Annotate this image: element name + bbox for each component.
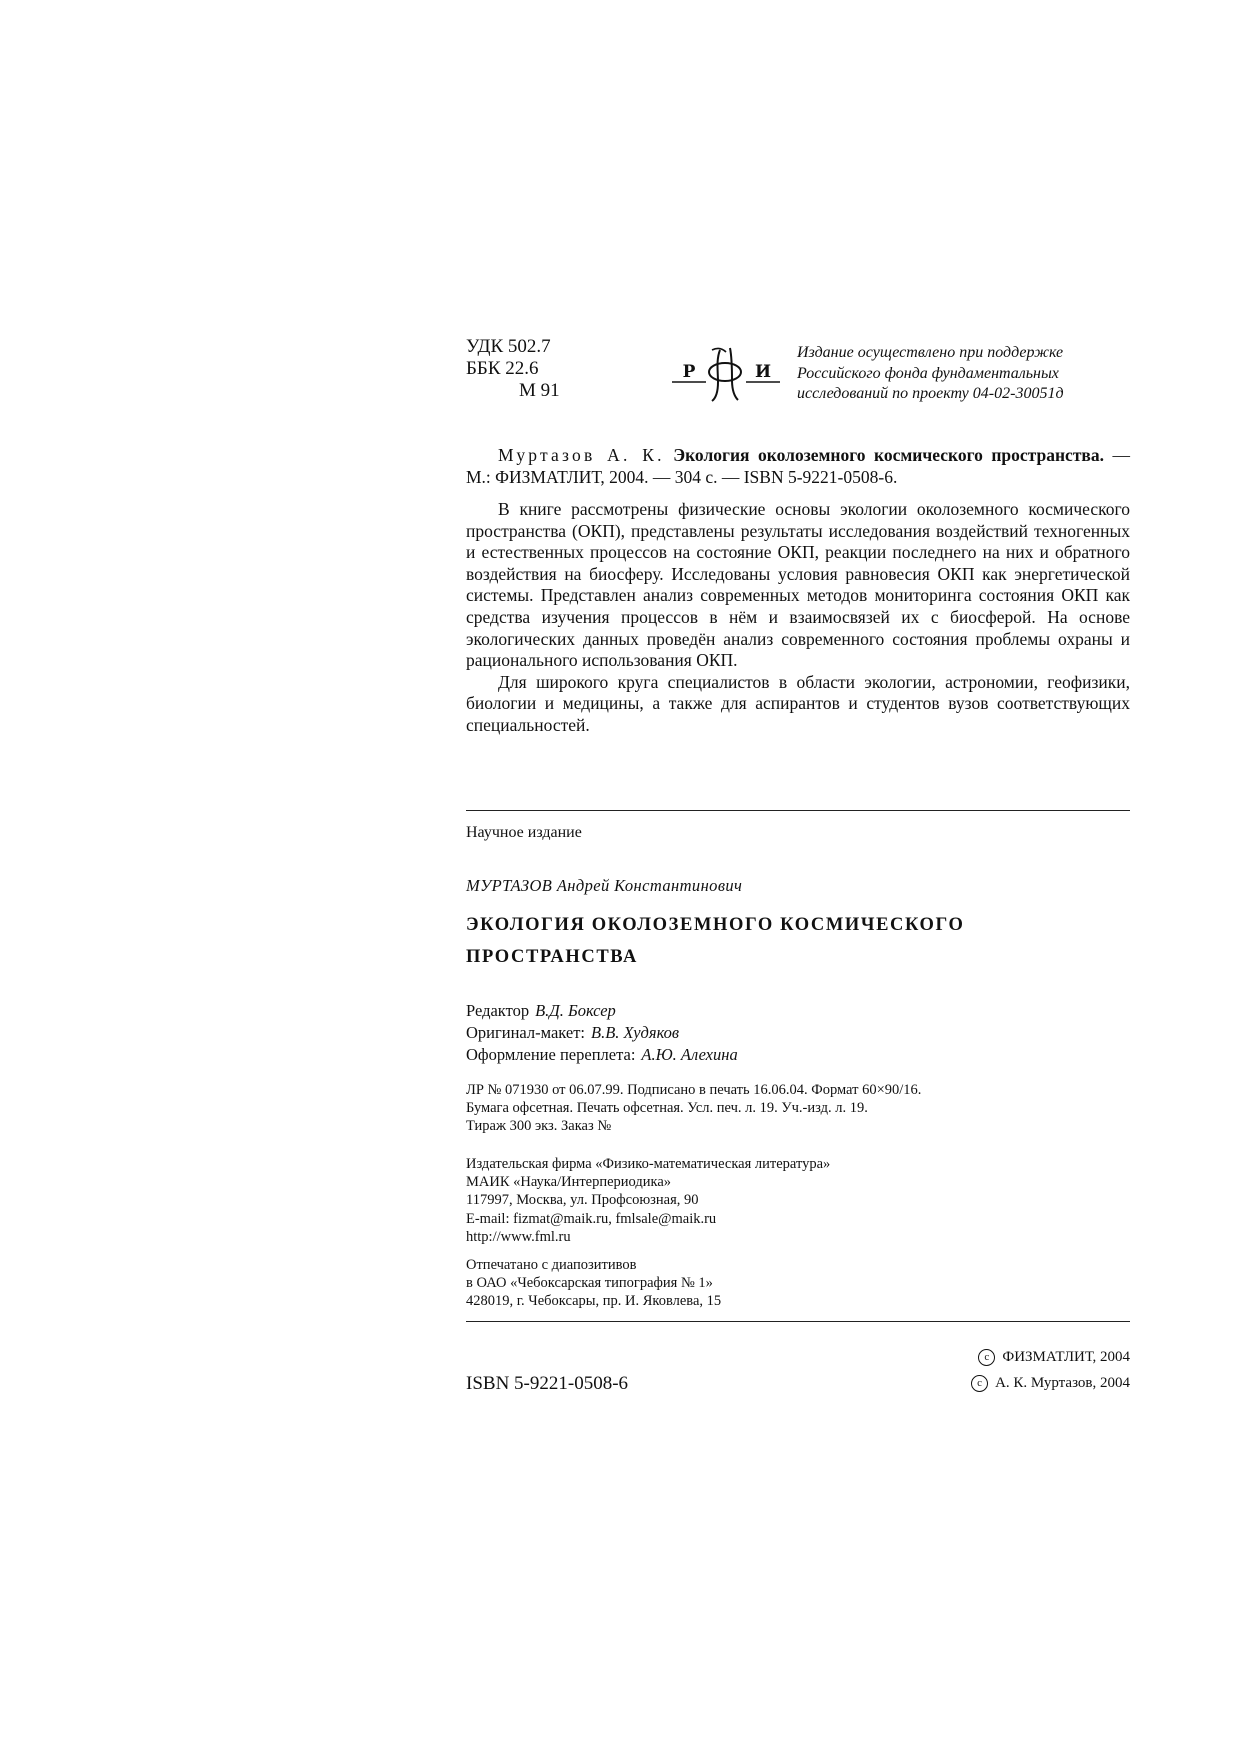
credit-row bbox=[466, 1000, 738, 1022]
publisher-line: http://www.fml.ru bbox=[466, 1228, 571, 1245]
bibliographic-reference bbox=[466, 445, 1130, 488]
copyright-author bbox=[971, 1375, 1130, 1392]
section-divider bbox=[466, 810, 1130, 811]
rffi-logo-right-letter: И bbox=[754, 362, 772, 382]
copyright-icon: c bbox=[971, 1375, 988, 1392]
biblio-details: — М.: ФИЗМАТЛИТ, 2004. — 304 с. — ISBN 5-9221-0508-6. bbox=[466, 445, 1131, 487]
publisher-line: МАИК «Наука/Интерпериодика» bbox=[466, 1174, 672, 1191]
copyright-publisher-text: ФИЗМАТЛИТ, 2004 bbox=[1002, 1349, 1130, 1365]
print-info bbox=[466, 1081, 921, 1136]
publisher-line: Издательская фирма «Физико-математическая литература» bbox=[466, 1156, 831, 1172]
support-line: Российского фонда фундаментальных bbox=[797, 364, 1059, 382]
printer-line: в ОАО «Чебоксарская типография № 1» bbox=[466, 1275, 713, 1292]
publisher-info bbox=[466, 1155, 830, 1246]
rffi-logo-icon bbox=[672, 346, 780, 402]
author-full-name: МУРТАЗОВ Андрей Константинович bbox=[466, 876, 743, 895]
abstract-paragraph: В книге рассмотрены физические основы экологии околоземного космического пространства (ОКП), представлены результаты исследования воздействий техногенных и естественных процессов на состояние ОКП, реакции последнего на них и обратного воздействия на биосферу. Исследованы условия равновесия ОКП как энергетической системы. Представлен анализ современных методов мониторинга состояния ОКП как средства изучения процессов в нём и взаимосвязей их с биосферой. На основе экологических данных проведён анализ современного состояния проблемы охраны и рационального использования ОКП. bbox=[466, 499, 1130, 671]
grant-support-note bbox=[797, 343, 1064, 405]
book-title-line: ЭКОЛОГИЯ ОКОЛОЗЕМНОГО КОСМИЧЕСКОГО bbox=[466, 915, 965, 935]
credit-name: А.Ю. Алехина bbox=[641, 1045, 738, 1064]
copyright-author-text: А. К. Муртазов, 2004 bbox=[995, 1375, 1130, 1391]
printer-info bbox=[466, 1256, 721, 1311]
copyright-publisher bbox=[978, 1349, 1130, 1366]
rffi-logo-left-letter: Р bbox=[682, 362, 696, 382]
bbk-code: ББК 22.6 bbox=[466, 358, 539, 379]
support-line: Издание осуществлено при поддержке bbox=[797, 344, 1064, 361]
credit-name: В.В. Худяков bbox=[591, 1023, 680, 1042]
credit-role: Оформление переплета: bbox=[466, 1045, 636, 1064]
print-info-line: Тираж 300 экз. Заказ № bbox=[466, 1118, 612, 1135]
print-info-line: Бумага офсетная. Печать офсетная. Усл. печ. л. 19. Уч.-изд. л. 19. bbox=[466, 1100, 868, 1117]
print-info-line: ЛР № 071930 от 06.07.99. Подписано в печать 16.06.04. Формат 60×90/16. bbox=[466, 1082, 922, 1098]
copyright-icon: c bbox=[978, 1349, 995, 1366]
credit-role: Оригинал-макет: bbox=[466, 1023, 585, 1042]
footer-divider bbox=[466, 1321, 1130, 1322]
classification-block bbox=[466, 336, 560, 402]
printer-line: 428019, г. Чебоксары, пр. И. Яковлева, 15 bbox=[466, 1293, 722, 1310]
credit-role: Редактор bbox=[466, 1001, 530, 1020]
credits bbox=[466, 1000, 738, 1066]
book-title bbox=[466, 909, 964, 973]
abstract-paragraph: Для широкого круга специалистов в области экологии, астрономии, геофизики, биологии и медицины, а также для аспирантов и студентов вузов соответствующих специальностей. bbox=[466, 671, 1130, 735]
udk-code: УДК 502.7 bbox=[466, 336, 551, 357]
publisher-line: 117997, Москва, ул. Профсоюзная, 90 bbox=[466, 1192, 699, 1209]
book-title-line: ПРОСТРАНСТВА bbox=[466, 947, 639, 967]
author-sign-code: М 91 bbox=[519, 380, 560, 401]
printer-line: Отпечатано с диапозитивов bbox=[466, 1257, 637, 1273]
credit-name: В.Д. Боксер bbox=[535, 1001, 616, 1020]
edition-type: Научное издание bbox=[466, 824, 582, 841]
biblio-author: Муртазов А. К. bbox=[498, 445, 665, 465]
abstract bbox=[466, 499, 1130, 737]
support-line: исследований по проекту 04-02-30051д bbox=[797, 385, 1064, 402]
credit-row bbox=[466, 1022, 738, 1044]
isbn: ISBN 5-9221-0508-6 bbox=[466, 1373, 629, 1394]
publisher-line: E-mail: fizmat@maik.ru, fmlsale@maik.ru bbox=[466, 1210, 717, 1227]
biblio-title: Экология околоземного космического пространства. bbox=[673, 445, 1105, 465]
credit-row bbox=[466, 1044, 738, 1066]
